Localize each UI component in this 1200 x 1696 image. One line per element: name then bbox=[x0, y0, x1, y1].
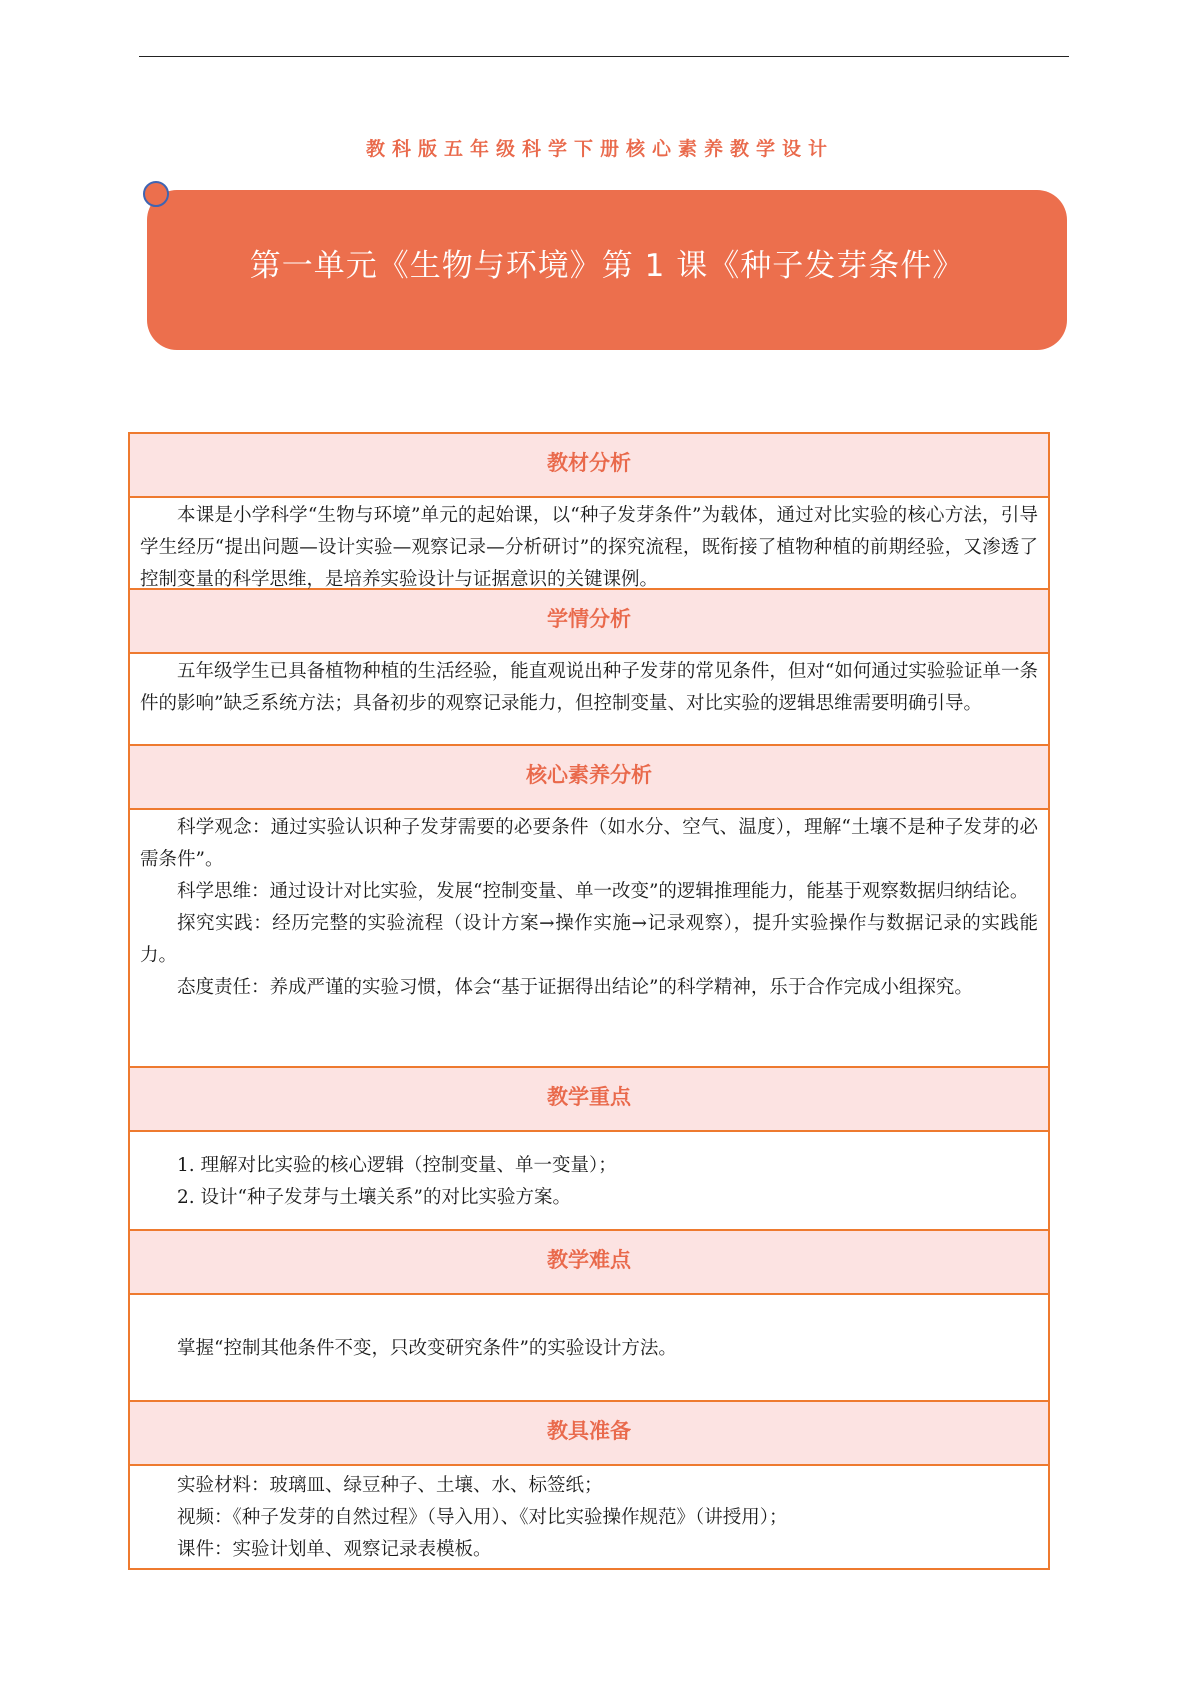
list-item: 1. 理解对比实验的核心逻辑（控制变量、单一变量）； bbox=[177, 1155, 617, 1176]
section-heading-literacy: 核心素养分析 bbox=[130, 746, 1048, 810]
section-body-students bbox=[130, 654, 1048, 746]
paragraph: 实验材料：玻璃皿、绿豆种子、土壤、水、标签纸； bbox=[177, 1475, 603, 1496]
paragraph: 科学思维：通过设计对比实验，发展“控制变量、单一改变”的逻辑推理能力，能基于观察数据归纳结论。 bbox=[177, 881, 1029, 902]
lesson-plan-table bbox=[128, 432, 1050, 1570]
paragraph: 五年级学生已具备植物种植的生活经验，能直观说出种子发芽的常见条件，但对“如何通过实验验证单一条件的影响”缺乏系统方法；具备初步的观察记录能力，但控制变量、对比实验的逻辑思维需要明确引导。 bbox=[140, 661, 1038, 714]
section-heading-students: 学情分析 bbox=[130, 590, 1048, 654]
section-body-materials-prep bbox=[130, 1466, 1048, 1568]
document-subtitle: 教科版五年级科学下册核心素养教学设计 bbox=[365, 138, 834, 160]
paragraph: 态度责任：养成严谨的实验习惯，体会“基于证据得出结论”的科学精神，乐于合作完成小组探究。 bbox=[177, 977, 973, 998]
section-heading-materials-prep: 教具准备 bbox=[130, 1402, 1048, 1466]
list-item: 2. 设计“种子发芽与土壤关系”的对比实验方案。 bbox=[177, 1187, 571, 1208]
paragraph: 探究实践：经历完整的实验流程（设计方案→操作实施→记录观察），提升实验操作与数据记录的实践能力。 bbox=[140, 913, 1038, 966]
paragraph: 本课是小学科学“生物与环境”单元的起始课，以“种子发芽条件”为载体，通过对比实验的核心方法，引导学生经历“提出问题—设计实验—观察记录—分析研讨”的探究流程，既衔接了植物种植的前期经验，又渗透了控制变量的科学思维，是培养实验设计与证据意识的关键课例。 bbox=[140, 505, 1038, 590]
section-body-key-points bbox=[130, 1132, 1048, 1231]
header-rule bbox=[139, 56, 1069, 57]
section-heading-key-points: 教学重点 bbox=[130, 1068, 1048, 1132]
paragraph: 科学观念：通过实验认识种子发芽需要的必要条件（如水分、空气、温度），理解“土壤不是种子发芽的必需条件”。 bbox=[140, 817, 1038, 870]
section-heading-difficulties: 教学难点 bbox=[130, 1231, 1048, 1295]
section-body-difficulties bbox=[130, 1295, 1048, 1402]
paragraph: 掌握“控制其他条件不变，只改变研究条件”的实验设计方法。 bbox=[177, 1338, 677, 1359]
paragraph: 课件：实验计划单、观察记录表模板。 bbox=[177, 1539, 492, 1560]
section-body-material bbox=[130, 498, 1048, 590]
section-heading-material: 教材分析 bbox=[130, 434, 1048, 498]
lesson-title: 第一单元《生物与环境》第 1 课《种子发芽条件》 bbox=[249, 248, 965, 284]
title-banner bbox=[147, 190, 1067, 350]
decorative-circle-icon bbox=[143, 181, 169, 207]
section-body-literacy bbox=[130, 810, 1048, 1068]
paragraph: 视频：《种子发芽的自然过程》（导入用）、《对比实验操作规范》（讲授用）； bbox=[177, 1507, 788, 1528]
